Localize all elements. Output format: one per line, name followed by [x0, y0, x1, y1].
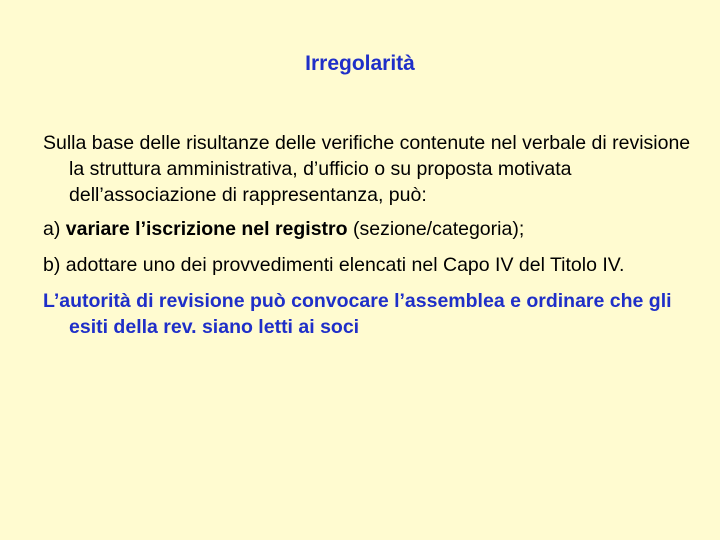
intro-paragraph: Sulla base delle risultanze delle verifiche contenute nel verbale di revisione la struttura amministrativa, d’ufficio o su proposta motivata dell’associazione di rappresentanza, può:: [43, 132, 691, 206]
item-a-suffix: (sezione/categoria);: [347, 218, 525, 240]
item-a-prefix: a): [43, 218, 66, 240]
slide-title: Irregolarità: [305, 52, 415, 75]
item-a: [43, 216, 693, 242]
slide-body: [43, 130, 693, 346]
revision-note: L’autorità di revisione può convocare l’assemblea e ordinare che gli esiti della rev. siano letti ai soci: [43, 290, 672, 338]
item-b: b) adottare uno dei provvedimenti elencati nel Capo IV del Titolo IV.: [43, 254, 625, 276]
item-a-bold-text: variare l’iscrizione nel registro: [65, 218, 348, 240]
